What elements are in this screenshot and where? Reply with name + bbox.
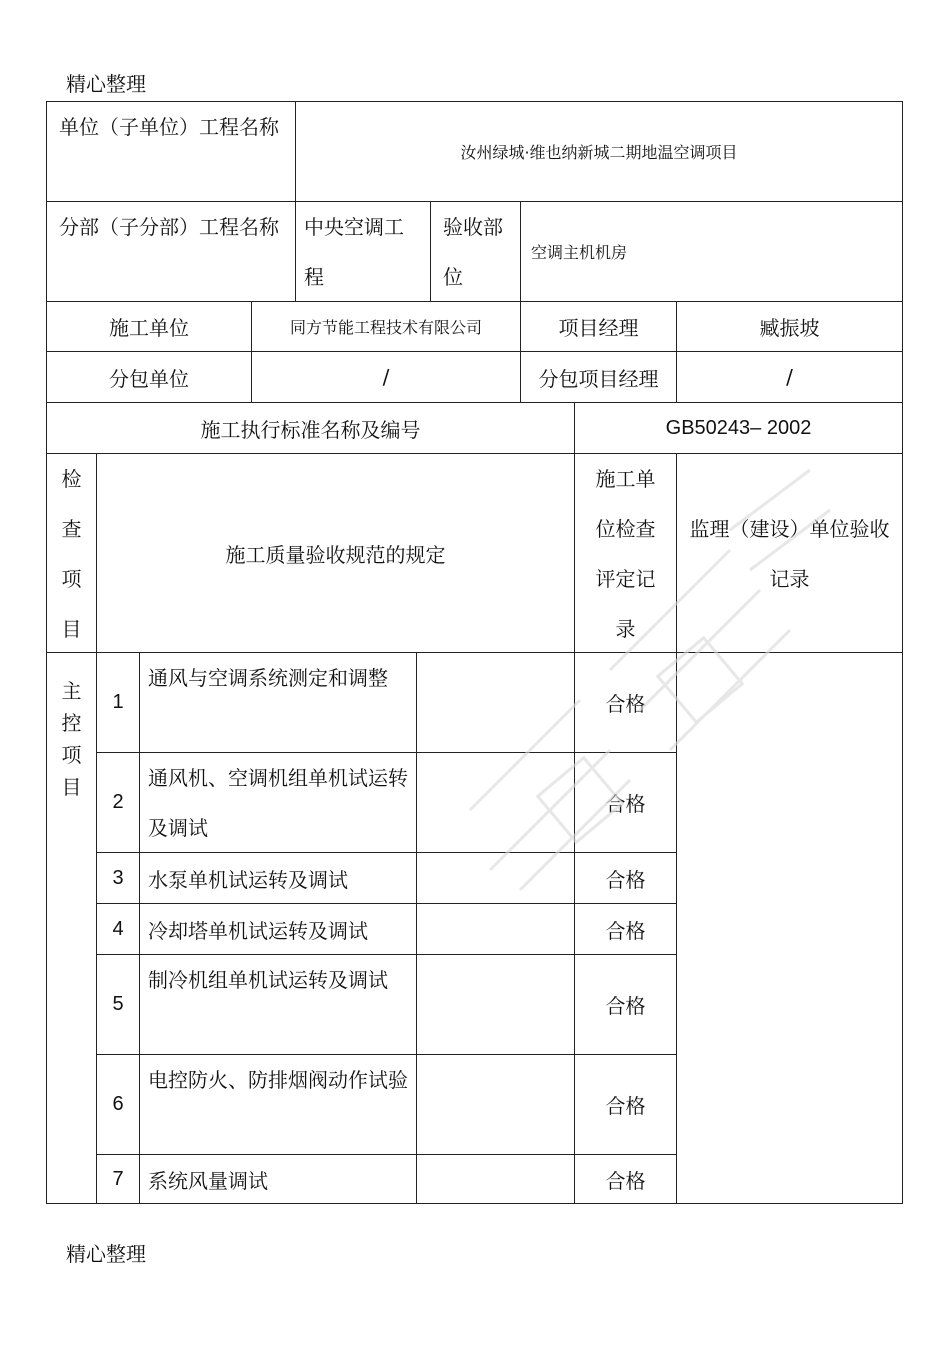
item-7-no: 7 <box>96 1154 140 1204</box>
item-1-result: 合格 <box>574 652 677 753</box>
construction-unit-label: 施工单位 <box>46 301 252 352</box>
col-supervisor <box>676 453 903 653</box>
item-4-no: 4 <box>96 903 140 955</box>
subcontract-manager-label: 分包项目经理 <box>520 351 677 403</box>
col-unit-check <box>574 453 677 653</box>
item-7-result: 合格 <box>574 1154 677 1204</box>
project-manager-value: 臧振坡 <box>676 301 903 352</box>
supervisor-record-cell <box>676 652 903 1204</box>
col-check-item <box>46 453 97 653</box>
item-5-blank <box>416 954 575 1055</box>
item-3-no: 3 <box>96 852 140 904</box>
col-check-item-text: 检查项目 <box>61 467 82 641</box>
subcontract-manager-value: / <box>676 351 903 403</box>
item-1-blank <box>416 652 575 753</box>
project-manager-label: 项目经理 <box>520 301 677 352</box>
main-control-label: 主控项目 <box>61 679 82 799</box>
item-2-result: 合格 <box>574 752 677 853</box>
main-control-label-cell <box>46 652 97 1204</box>
acceptance-part-label: 验收部位 <box>430 201 521 302</box>
standard-value: GB50243– 2002 <box>574 402 903 454</box>
project-name-value: 汝州绿城·维也纳新城二期地温空调项目 <box>295 101 903 202</box>
item-6-name: 电控防火、防排烟阀动作试验 <box>139 1054 417 1155</box>
item-5-name: 制冷机组单机试运转及调试 <box>139 954 417 1055</box>
item-7-blank <box>416 1154 575 1204</box>
item-6-result: 合格 <box>574 1054 677 1155</box>
item-4-blank <box>416 903 575 955</box>
item-4-name: 冷却塔单机试运转及调试 <box>139 903 417 955</box>
item-7-name: 系统风量调试 <box>139 1154 417 1204</box>
item-4-result: 合格 <box>574 903 677 955</box>
page-header: 精心整理 <box>66 72 146 96</box>
item-1-name: 通风与空调系统测定和调整 <box>139 652 417 753</box>
standard-label: 施工执行标准名称及编号 <box>46 402 575 454</box>
sub-project-value: 中央空调工程 <box>295 201 431 302</box>
page-footer: 精心整理 <box>66 1242 146 1266</box>
item-5-result: 合格 <box>574 954 677 1055</box>
item-6-blank <box>416 1054 575 1155</box>
item-2-blank <box>416 752 575 853</box>
item-5-no: 5 <box>96 954 140 1055</box>
item-3-name: 水泵单机试运转及调试 <box>139 852 417 904</box>
item-2-name: 通风机、空调机组单机试运转及调试 <box>139 752 417 853</box>
col-unit-check-text: 施工单位检查评定记录 <box>595 467 656 641</box>
subcontract-unit-value: / <box>251 351 521 403</box>
subcontract-unit-label: 分包单位 <box>46 351 252 403</box>
sub-project-label: 分部（子分部）工程名称 <box>46 201 296 302</box>
item-1-no: 1 <box>96 652 140 753</box>
project-name-label: 单位（子单位）工程名称 <box>46 101 296 202</box>
item-6-no: 6 <box>96 1054 140 1155</box>
acceptance-part-value: 空调主机机房 <box>520 201 903 302</box>
item-2-no: 2 <box>96 752 140 853</box>
construction-unit-value: 同方节能工程技术有限公司 <box>251 301 521 352</box>
col-supervisor-text: 监理（建设）单位验收记录 <box>689 517 890 591</box>
col-regulation: 施工质量验收规范的规定 <box>96 453 575 653</box>
item-3-blank <box>416 852 575 904</box>
item-3-result: 合格 <box>574 852 677 904</box>
